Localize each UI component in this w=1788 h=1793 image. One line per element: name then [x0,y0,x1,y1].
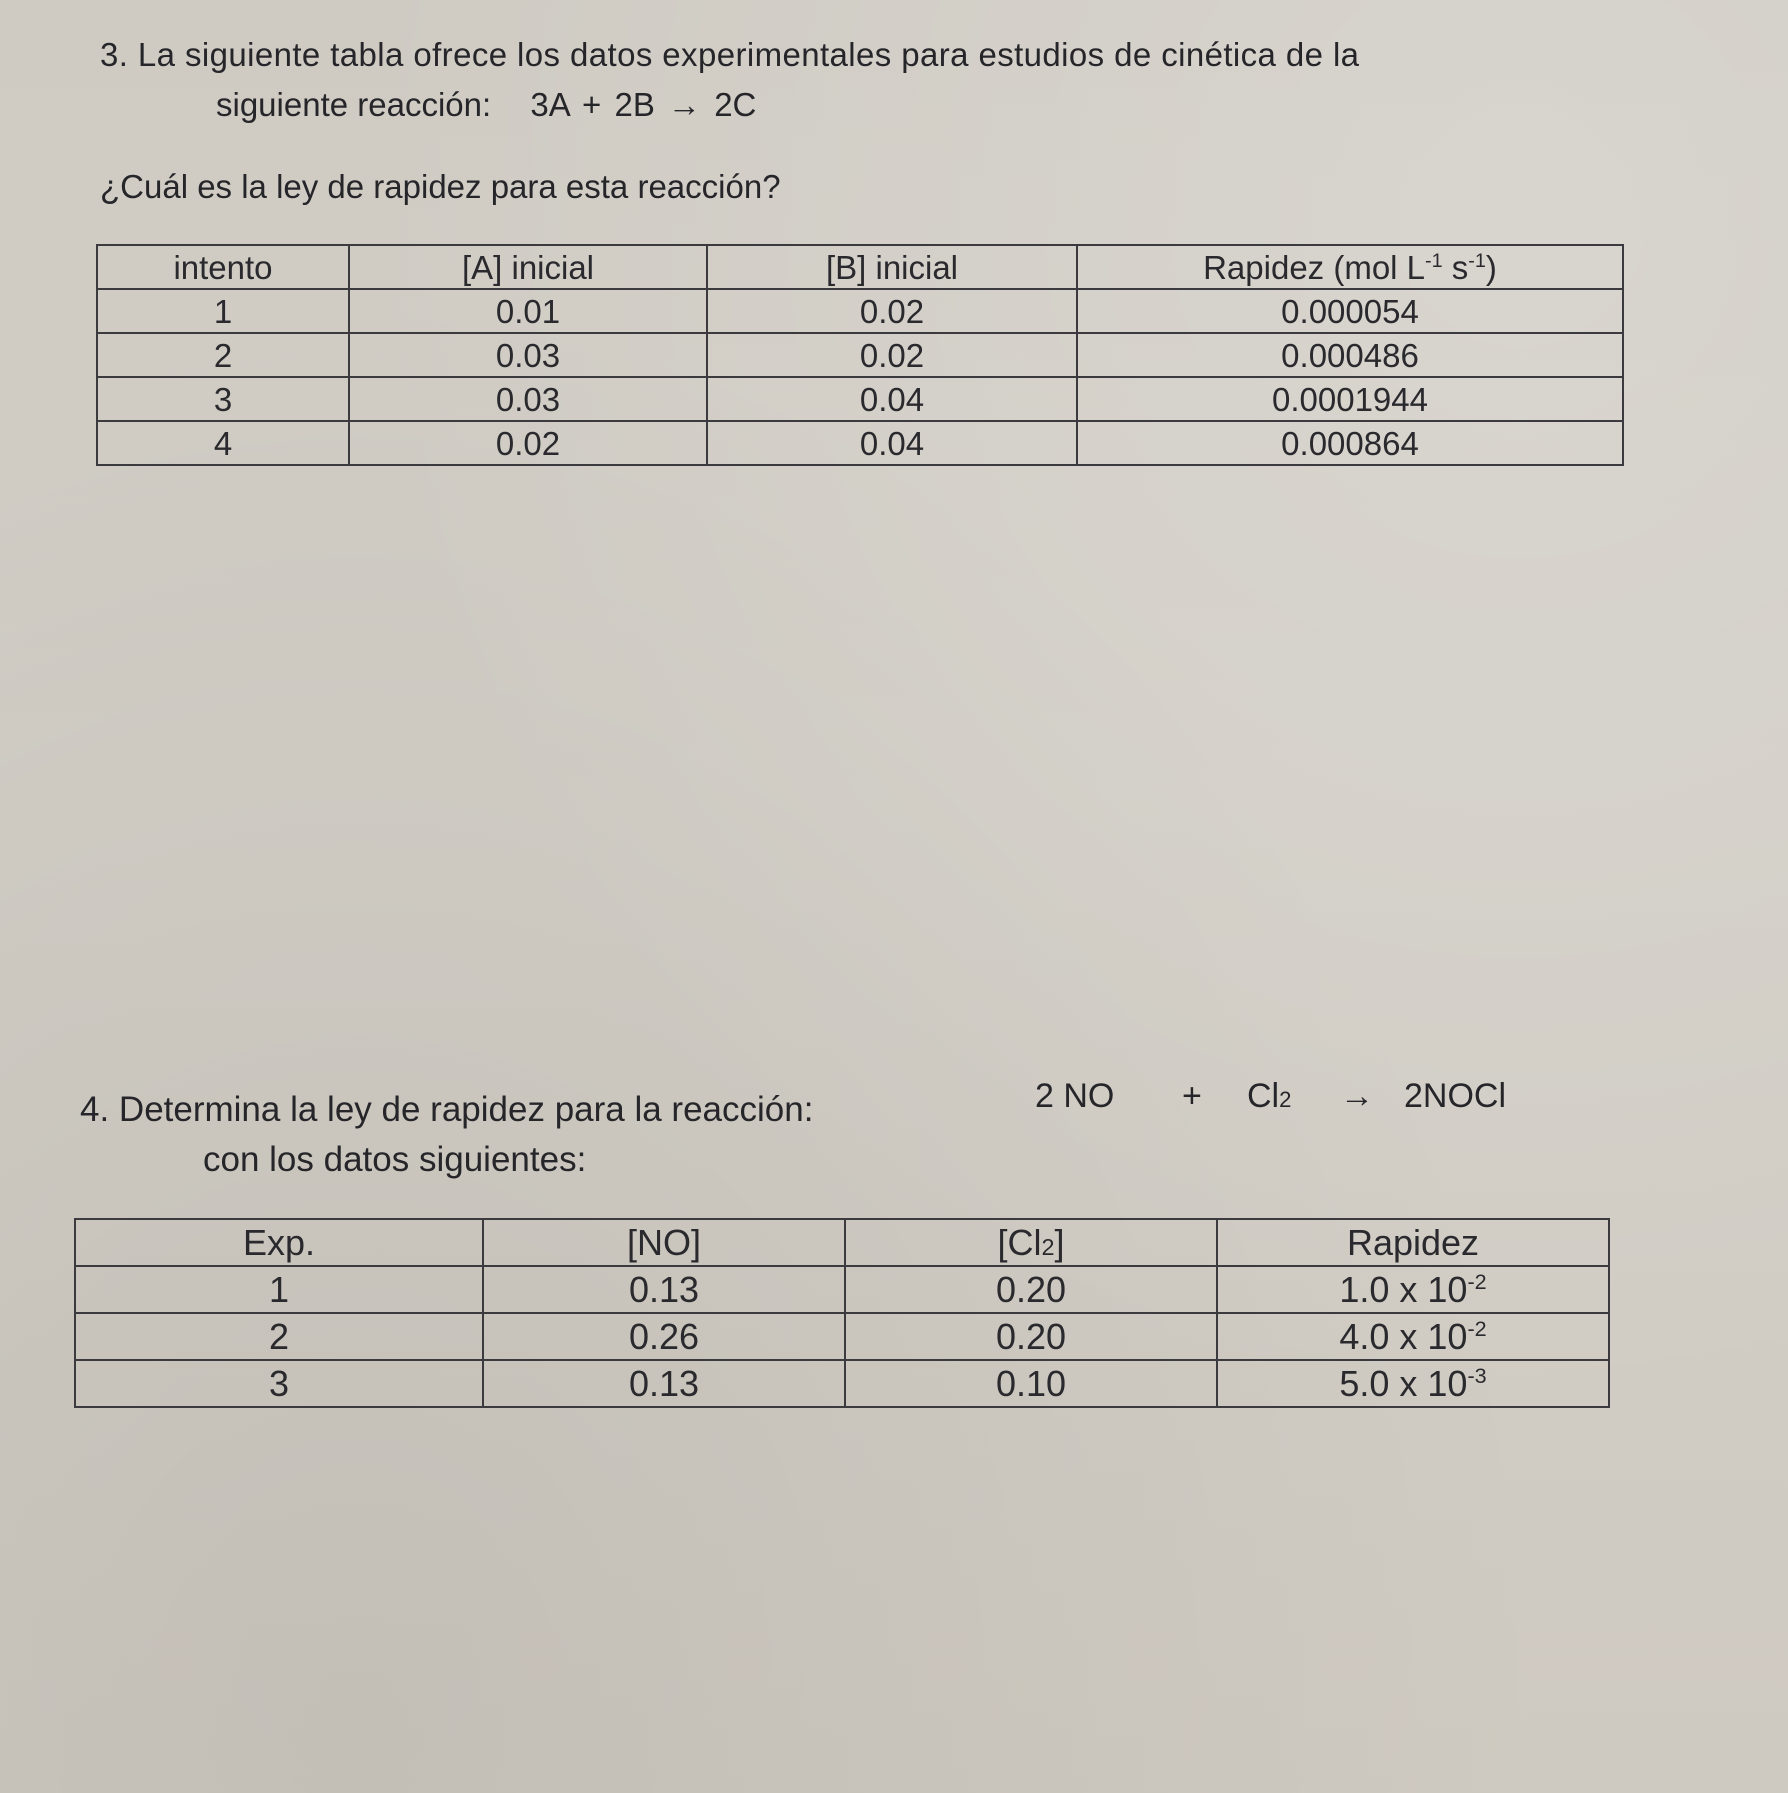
rapidez-mantissa: 1.0 x 10 [1339,1268,1468,1310]
table-row [75,1266,1609,1313]
table-row [97,333,1623,377]
table-row [97,289,1623,333]
q3-statement-line2 [216,86,756,124]
cell-rapidez: 0.000054 [1077,289,1623,333]
q4-cl-base: Cl [1247,1077,1280,1115]
cell-no: 0.13 [483,1266,845,1313]
cell-rapidez: 0.0001944 [1077,377,1623,421]
header-rapidez [1077,245,1623,289]
header-rapidez-exp2: -1 [1468,249,1486,272]
cell-b: 0.04 [707,421,1077,465]
q4-plus-sign: + [1182,1077,1202,1115]
q3-kinetics-table [96,244,1624,466]
cell-cl2: 0.10 [845,1360,1217,1407]
header-cl2-close: ] [1054,1221,1065,1263]
cell-rapidez: 0.000864 [1077,421,1623,465]
header-rapidez-exp1: -1 [1425,249,1443,272]
cell-rapidez [1217,1266,1609,1313]
q4-product-nocl: 2NOCl [1404,1077,1507,1115]
cell-a: 0.03 [349,377,707,421]
q3-statement-line1: 3. La siguiente tabla ofrece los datos experimentales para estudios de cinética de la [100,36,1360,73]
header-exp: Exp. [75,1219,483,1266]
cell-intento: 1 [97,289,349,333]
cell-exp: 2 [75,1313,483,1360]
cell-b: 0.02 [707,333,1077,377]
q4-cl-subscript: 2 [1279,1087,1292,1112]
rapidez-mantissa: 4.0 x 10 [1339,1315,1468,1357]
header-b-inicial: [B] inicial [707,245,1077,289]
q4-reaction-arrow: → [1340,1077,1374,1115]
q4-statement-line2: con los datos siguientes: [203,1140,587,1179]
cell-cl2: 0.20 [845,1313,1217,1360]
header-rapidez-s: s [1442,248,1469,286]
cell-exp: 3 [75,1360,483,1407]
cell-rapidez [1217,1360,1609,1407]
header-cl2 [845,1219,1217,1266]
q3-reaction-equation: 3A + 2B → 2C [530,86,757,123]
header-a-inicial: [A] inicial [349,245,707,289]
table-row [97,421,1623,465]
header-rapidez-close: ) [1485,248,1497,286]
q3-question: ¿Cuál es la ley de rapidez para esta reacción? [100,168,781,205]
table-header-row [97,245,1623,289]
cell-b: 0.02 [707,289,1077,333]
q3-line2-prefix: siguiente reacción: [216,86,492,123]
rapidez-exponent: -2 [1467,1315,1487,1341]
cell-intento: 2 [97,333,349,377]
table-row [97,377,1623,421]
q4-statement-line1: 4. Determina la ley de rapidez para la reacción: [80,1090,814,1129]
header-rapidez-text: Rapidez (mol L [1203,248,1426,286]
header-intento: intento [97,245,349,289]
cell-a: 0.02 [349,421,707,465]
cell-rapidez [1217,1313,1609,1360]
cell-b: 0.04 [707,377,1077,421]
rapidez-exponent: -3 [1467,1362,1487,1388]
cell-no: 0.13 [483,1360,845,1407]
header-no: [NO] [483,1219,845,1266]
cell-intento: 3 [97,377,349,421]
q4-rate-table [74,1218,1610,1408]
cell-no: 0.26 [483,1313,845,1360]
cell-rapidez: 0.000486 [1077,333,1623,377]
cell-a: 0.03 [349,333,707,377]
table-header-row [75,1219,1609,1266]
cell-a: 0.01 [349,289,707,333]
header-rapidez: Rapidez [1217,1219,1609,1266]
rapidez-mantissa: 5.0 x 10 [1339,1362,1468,1404]
cell-exp: 1 [75,1266,483,1313]
header-cl2-subscript: 2 [1041,1233,1055,1260]
rapidez-exponent: -2 [1467,1268,1487,1294]
table-row [75,1360,1609,1407]
table-row [75,1313,1609,1360]
cell-cl2: 0.20 [845,1266,1217,1313]
q4-reactant-no: 2 NO [1035,1077,1115,1115]
header-cl2-open: [Cl [997,1221,1042,1263]
q4-reactant-cl2 [1247,1077,1291,1116]
cell-intento: 4 [97,421,349,465]
